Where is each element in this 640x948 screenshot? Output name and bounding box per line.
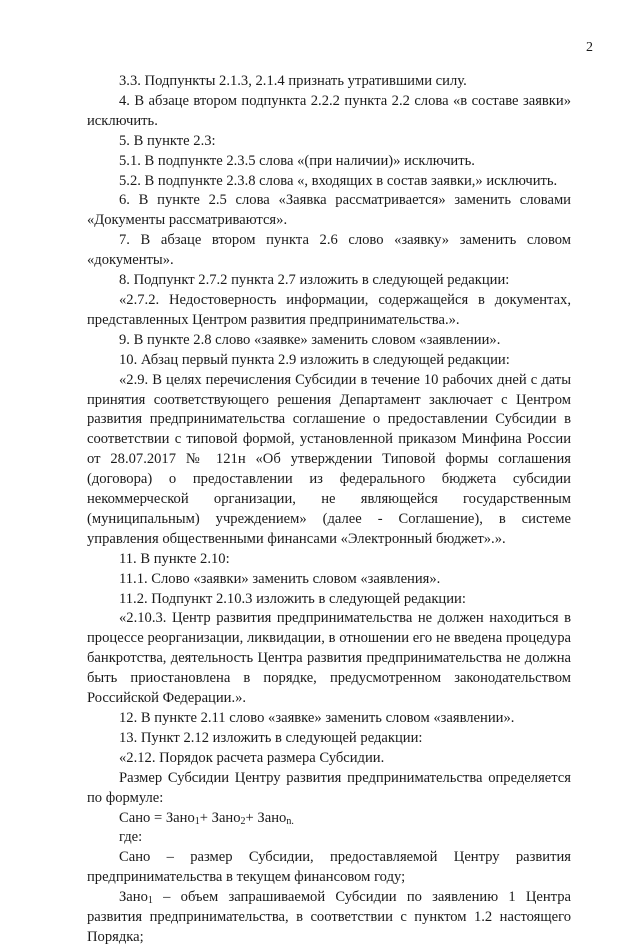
formula-lhs: Сано = Зано [119,809,195,826]
formula-term: + Зано [199,809,241,826]
paragraph: «2.9. В целях перечисления Субсидии в течение 10 рабочих дней с даты принятия соответствующего решения Департамент заключает с Центром развития предпринимательства соглашение о предоставлении Субсидии в соответствии с типовой формой, установленной приказом Минфина России от 28.07.2017 № 121н «Об утверждении Типовой формы соглашения (договора) о предоставлении из федерального бюджета субсидии некоммерческой организации, не являющейся государственным (муниципальным) учреждением» (далее - Соглашение), в системе управления общественными финансами «Электронный бюджет».». [87,371,571,547]
definition-term: Сано [119,849,151,866]
paragraph: «2.10.3. Центр развития предпринимательства не должен находиться в процессе реорганизации, ликвидации, в отношении его не введена процедура банкротства, деятельность Центра развития предпринимательства не должна быть приостановлена в порядке, предусмотренном законодательством Российской Федерации.». [87,610,571,707]
formula-subscript: 2 [240,815,246,827]
paragraph: 10. Абзац первый пункта 2.9 изложить в следующей редакции: [119,351,510,368]
paragraph: 5.2. В подпункте 2.3.8 слова «, входящих в состав заявки,» исключить. [119,172,558,189]
page-number: 2 [586,40,593,55]
definition-term: Зано [119,889,148,906]
paragraph: 5.1. В подпункте 2.3.5 слова «(при наличии)» исключить. [119,152,475,169]
definition-text: – размер Субсидии, предоставляемой Центру развития предпринимательства в текущем финансовом году; [87,849,571,886]
paragraph: «2.7.2. Недостоверность информации, содержащейся в документах, представленных Центром развития предпринимательства.». [87,291,571,328]
paragraph: 11.2. Подпункт 2.10.3 изложить в следующей редакции: [119,590,466,607]
paragraph: Размер Субсидии Центру развития предпринимательства определяется по формуле: [87,769,571,806]
paragraph: 6. В пункте 2.5 слова «Заявка рассматривается» заменить словами «Документы рассматриваются». [87,192,571,229]
paragraph: 3.3. Подпункты 2.1.3, 2.1.4 признать утратившими силу. [119,73,467,89]
definition-text: – объем запрашиваемой Субсидии по заявлению 1 Центра развития предпринимательства, в соответствии с пунктом 1.2 настоящего Порядка; [87,889,571,945]
paragraph: 12. В пункте 2.11 слово «заявке» заменить словом «заявлении». [119,710,515,726]
definition [87,888,571,948]
paragraph: 4. В абзаце втором подпункта 2.2.2 пункта 2.2 слова «в составе заявки» исключить. [87,92,571,129]
where-label: где: [119,829,143,846]
definition [87,848,571,888]
paragraph: 7. В абзаце втором пункта 2.6 слово «заявку» заменить словом «документы». [87,232,571,269]
paragraph: 11.1. Слово «заявки» заменить словом «заявления». [119,570,441,587]
definition-subscript: 1 [147,895,153,907]
formula-subscript: n. [286,815,294,827]
formula-term: + Зано [245,809,287,826]
formula-subscript: 1 [194,815,200,827]
paragraph: 9. В пункте 2.8 слово «заявке» заменить словом «заявлении». [119,331,501,348]
paragraph: «2.12. Порядок расчета размера Субсидии. [119,749,385,766]
paragraph: 13. Пункт 2.12 изложить в следующей редакции: [119,729,423,746]
paragraph: 8. Подпункт 2.7.2 пункта 2.7 изложить в следующей редакции: [119,272,510,289]
paragraph: 11. В пункте 2.10: [119,550,230,567]
paragraph: 5. В пункте 2.3: [119,132,216,149]
document-body [87,72,571,948]
formula [87,809,571,829]
